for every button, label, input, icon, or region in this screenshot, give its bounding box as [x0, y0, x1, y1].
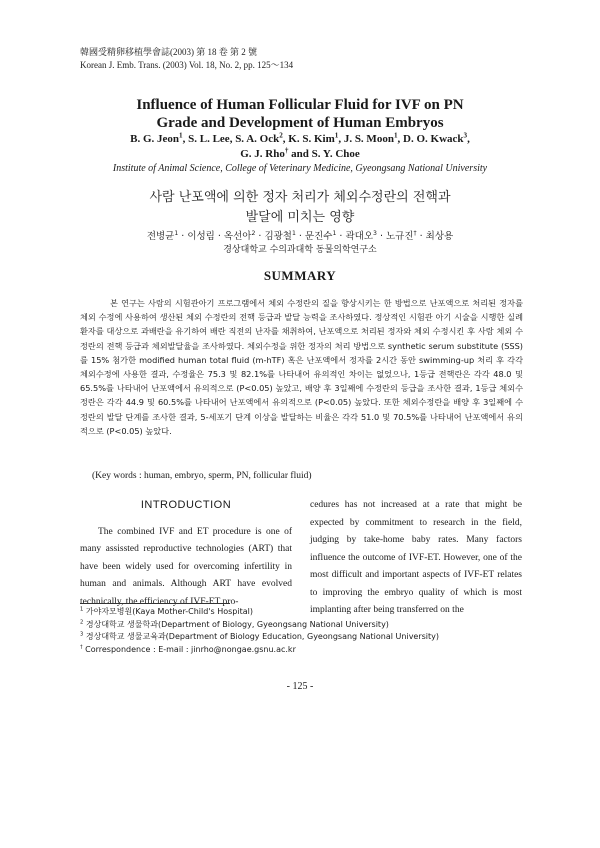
keywords: (Key words : human, embryo, sperm, PN, follicular fluid): [92, 471, 312, 481]
author: G. J. Rho: [240, 148, 285, 160]
footnote-correspondence: † Correspondence : E-mail : jinrho@nongae.gsnu.ac.kr: [80, 644, 296, 654]
summary-heading: SUMMARY: [263, 268, 337, 283]
author: S. L. Lee: [188, 133, 230, 145]
title-line-1: Influence of Human Follicular Fluid for IVF on PN: [136, 97, 464, 113]
footnote-3: $^3$ 경상대학교 생물교육과(Department of Biology Education, Gyeongsang National University): [80, 631, 440, 642]
intro-left-column: [80, 497, 292, 611]
footnote-2: $^2$ 경상대학교 생물학과(Department of Biology, Gyeongsang National University): [80, 618, 389, 629]
journal-korean: 韓國受精卵移植學會誌(2003) 第 18 卷 第 2 號: [80, 47, 257, 57]
korean-title-line-1: 사람 난포액에 의한 정자 처리가 체외수정란의 전핵과: [149, 190, 451, 205]
intro-paragraph-right: cedures has not increased at a rate that might be expected by commitment to research in the field, judging by take-home baby rates. Many factors influence the outcome of IVF-ET. However, one of the most difficult and important aspects of IVF-ET relates to improving the embryo quality of which is most implanting after being transferred on the: [310, 500, 522, 615]
affiliation: Institute of Animal Science, College of Veterinary Medicine, Gyeongsang National University: [112, 163, 488, 174]
paper-title: [80, 96, 520, 132]
intro-right-column: [310, 497, 522, 620]
author-list: B. G. Jeon$^1$, S. L. Lee, S. A. Ock$^2$, K. S. Kim$^1$, J. S. Moon$^1$, D. O. Kwack$^3$, G. J. Rho† and S. Y. Choe: [130, 131, 470, 160]
author: J. S. Moon: [343, 133, 394, 145]
author: S. Y. Choe: [311, 148, 360, 160]
author: D. O. Kwack: [403, 133, 464, 145]
page-number: - 125 -: [286, 681, 314, 692]
korean-title-line-2: 발달에 미치는 영향: [245, 210, 355, 225]
summary-paragraph: 본 연구는 사람의 시험관아기 프로그램에서 체외 수정란의 질을 향상시키는 한 방법으로 난포액으로 처리된 정자를 체외 수정에 사용하여 생산된 체외 수정란의 전핵 등급과 발달 능력을 조사하였다. 정상적인 시험관 아기 시술을 시행한 실례 환자를 대상으로 과배란을 유기하여 배란 직전의 난자를 채취하여, 난포액으로 처리된 정자와 체외 수정시킨 후 사람 체외 수정란의 전핵 등급과 체외발달율을 조사하였다. 체외수정을 위한 정자의 처리 방법으로 synthetic serum substitute (SSS)를 15% 첨가한 modified human total fluid (m-hTF) 혹은 난포액에서 정자를 2시간 동안 swimming-up 처리 후 각각 체외수정에 사용한 결과, 수정율은 75.3 및 82.1%를 나타내어 유의적인 차이는 없었으나, 1등급 전핵란은 각각 48.0 및 65.5%를 나타내어 난포액에서 유의적으로 (P<0.05) 높았고, 배양 후 3일째에 수정란의 등급을 조사한 결과, 1등급 체외수정란은 각각 44.9 및 60.5%를 나타내어 난포액에서 유의적으로 (P<0.05) 높았다. 또한 체외수정란을 배양 후 3일째에 수정란의 발달 단계를 조사한 결과, 5-세포기 단계 이상을 발달하는 비율은 각각 51.0 및 70.5%를 나타내어 난포액에서 유의적으로 (P<0.05) 높았다.: [80, 298, 523, 436]
footnote-1: $^1$ 가야자모병원(Kaya Mother-Child's Hospital): [80, 606, 253, 616]
footnotes: [80, 606, 439, 656]
intro-paragraph-left: The combined IVF and ET procedure is one of many assissted reproductive technologies (ART) that have been widely used for overcoming infertility in human and animals. Although ART have evolved technically, the efficiency of IVF-ET pro-: [80, 526, 292, 607]
author: S. A. Ock: [235, 133, 280, 145]
summary-body: [80, 296, 523, 438]
journal-header: [80, 46, 293, 72]
footnote-divider: [80, 603, 230, 604]
introduction-heading: INTRODUCTION: [140, 499, 232, 511]
author: K. S. Kim: [288, 133, 335, 145]
korean-author-list: 전병균$^1$ · 이성림 · 옥선아$^2$ · 김광철$^1$ · 문진수$^1$ · 곽대오$^3$ · 노규진† · 최상용: [146, 229, 454, 242]
journal-english: Korean J. Emb. Trans. (2003) Vol. 18, No. 2, pp. 125～134: [80, 60, 294, 70]
author: B. G. Jeon: [130, 133, 180, 145]
korean-affiliation: 경상대학교 수의과대학 동물의학연구소: [223, 245, 377, 255]
korean-title: [80, 188, 520, 228]
title-line-2: Grade and Development of Human Embryos: [156, 115, 444, 131]
